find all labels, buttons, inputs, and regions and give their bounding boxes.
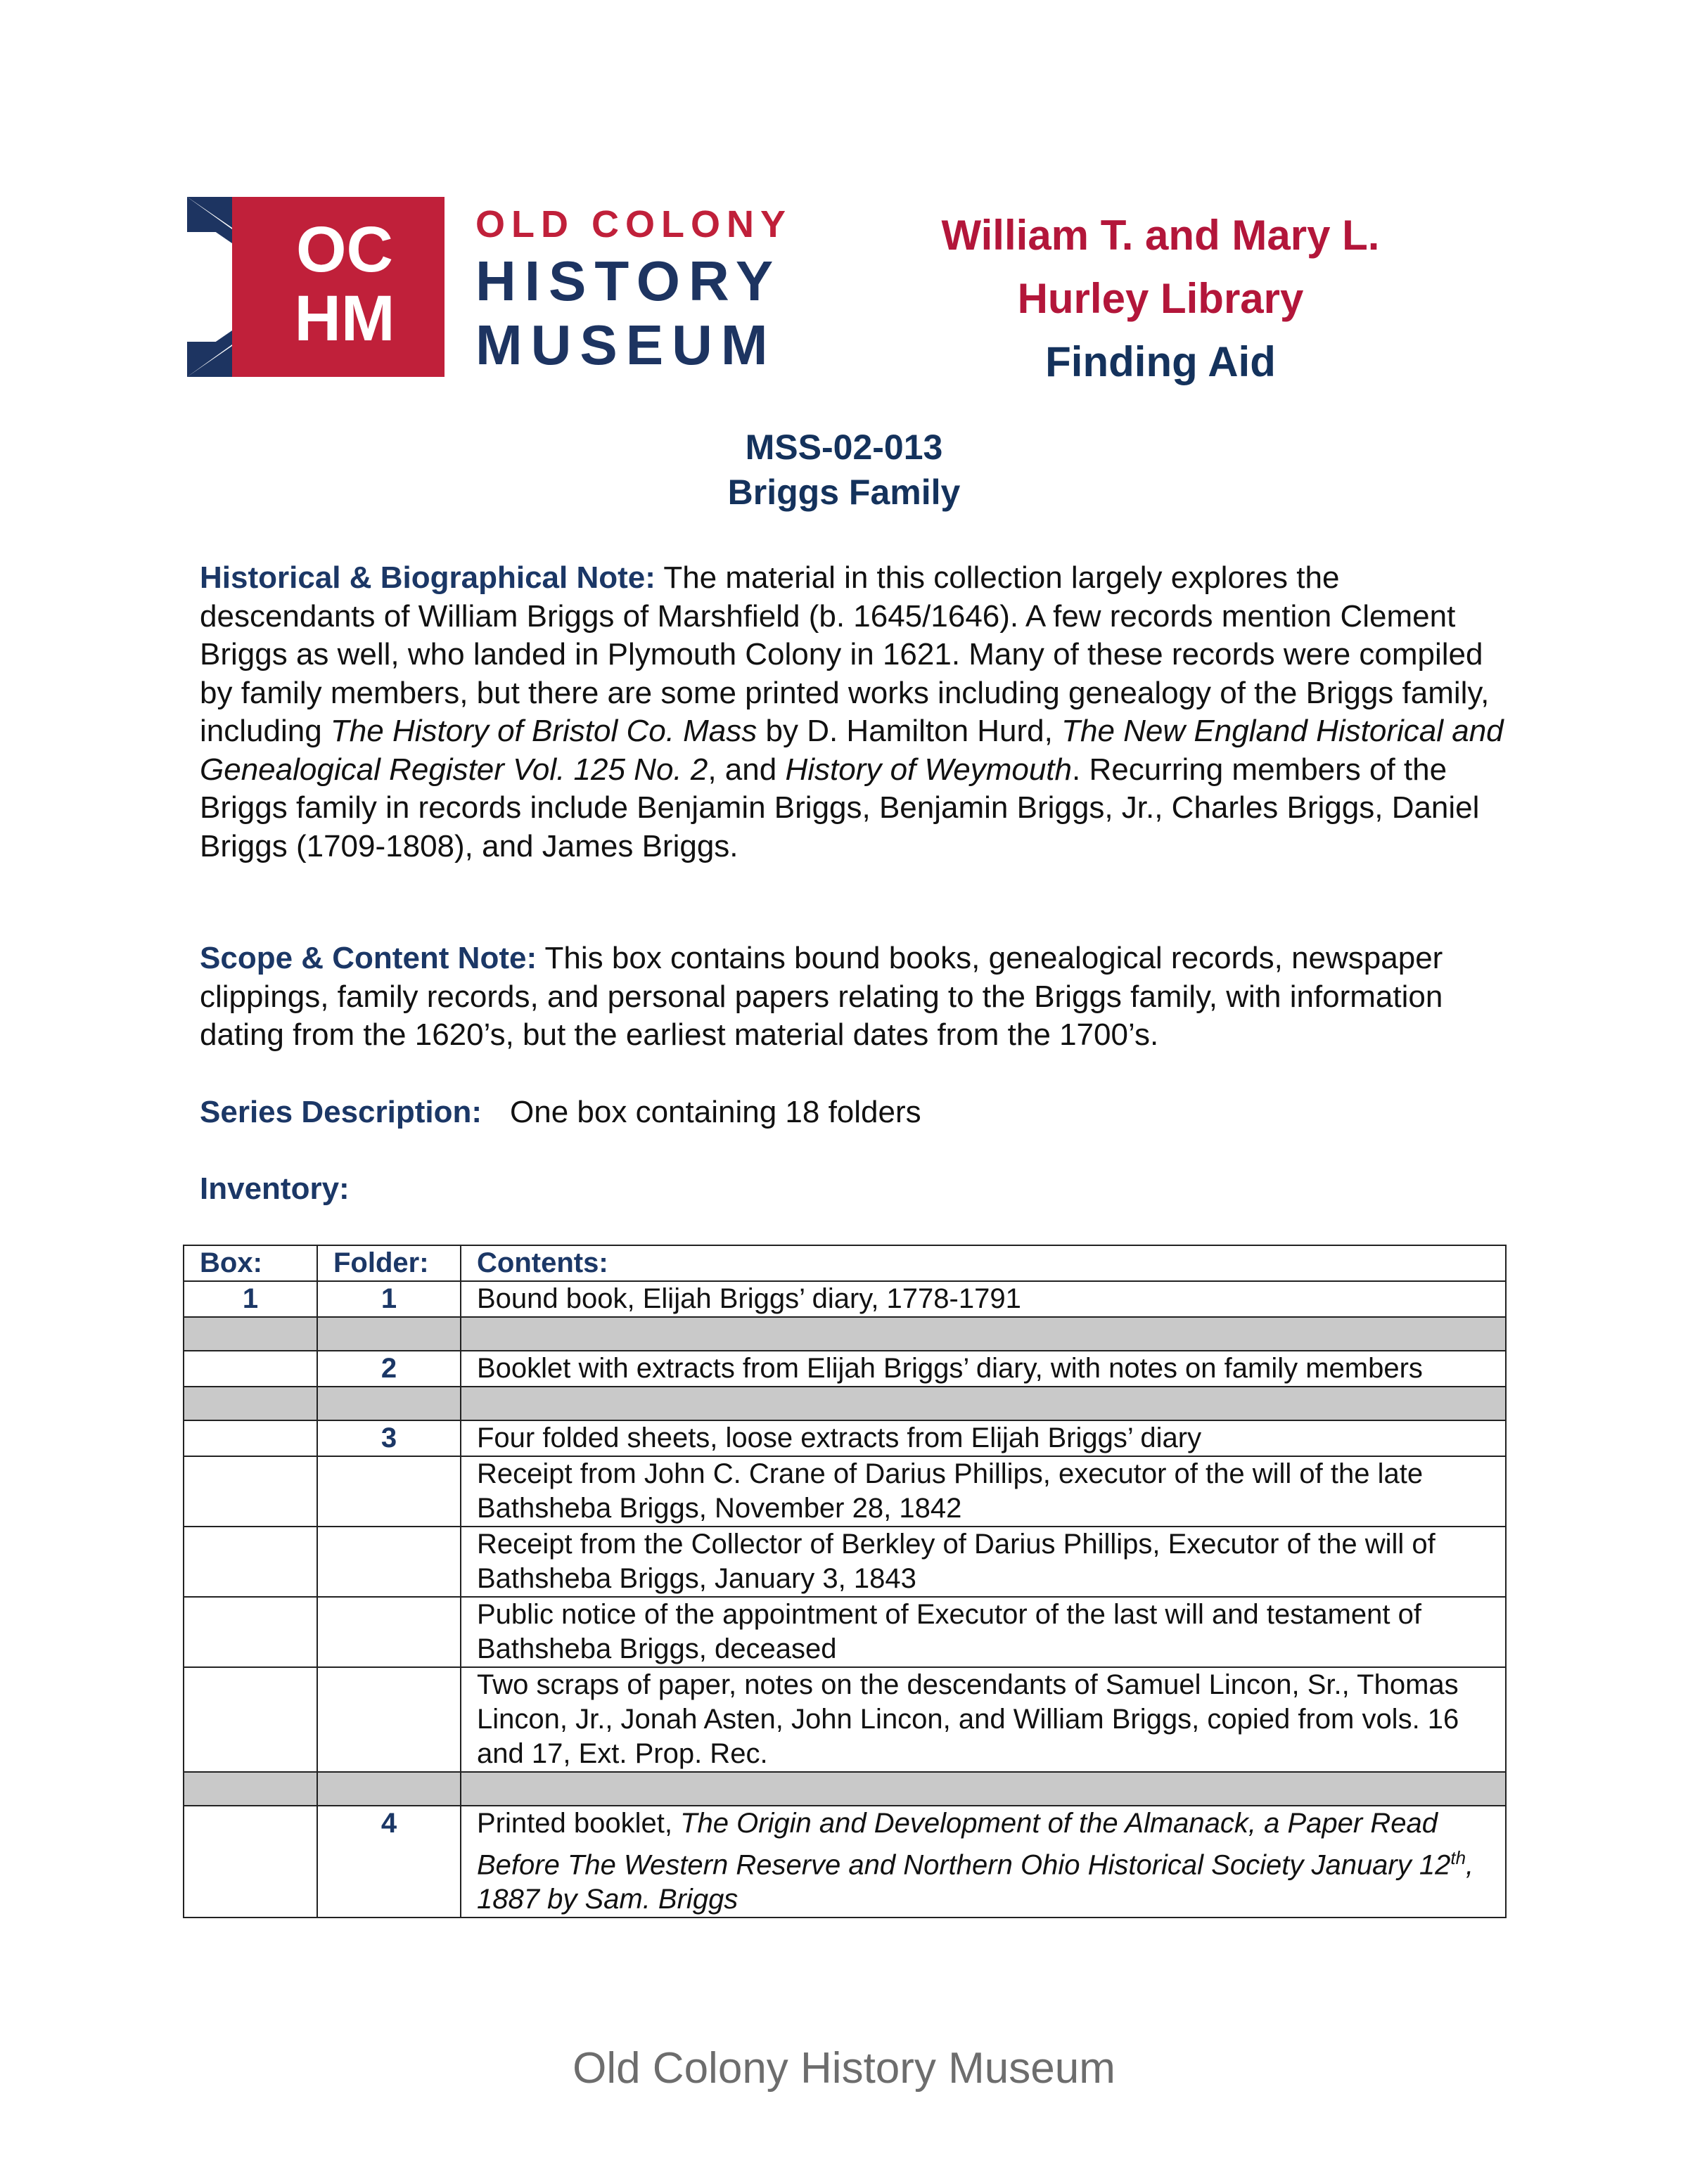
table-row	[184, 1597, 1506, 1667]
separator-row	[184, 1387, 1506, 1420]
series-description-text: One box containing 18 folders	[510, 1095, 921, 1129]
row-contents-ordinal: th	[1450, 1847, 1466, 1868]
row-contents-title-end: , 1887 by Sam. Briggs	[477, 1849, 1474, 1915]
collection-title: Briggs Family	[727, 473, 961, 512]
row-box	[184, 1806, 317, 1918]
table-row	[184, 1420, 1506, 1456]
row-folder: 3	[317, 1420, 461, 1456]
row-contents: Public notice of the appointment of Executor of the last will and testament of Bathsheba Briggs, deceased	[461, 1597, 1506, 1667]
page-footer: Old Colony History Museum	[573, 2044, 1115, 2093]
collection-id: MSS-02-013	[745, 428, 943, 467]
logo-wordmark	[475, 200, 792, 377]
row-box	[184, 1351, 317, 1387]
historical-note-text-1: The material in this collection largely explores the descendants of William Briggs of Marshfield (b. 1645/1646). A few records mention Clement Briggs as well, who landed in Plymouth Colony in 1621. Many of these records were compiled by family members, but there are some printed works including genealogy of the Briggs family, including	[200, 560, 1490, 748]
table-row	[184, 1351, 1506, 1387]
header-folder: Folder:	[317, 1245, 461, 1281]
inventory-heading	[200, 1170, 1508, 1209]
row-contents-prefix: Printed booklet,	[477, 1808, 681, 1839]
row-contents-title: The Origin and Development of the Almanack, a Paper Read Before The Western Reserve and Northern Ohio Historical Society January 12	[477, 1808, 1451, 1881]
scope-note-label: Scope & Content Note:	[200, 941, 537, 975]
historical-note-text-3: , and	[708, 752, 786, 787]
row-contents: Booklet with extracts from Elijah Briggs’ diary, with notes on family members	[461, 1351, 1506, 1387]
row-folder: 4	[317, 1806, 461, 1918]
row-box	[184, 1667, 317, 1772]
scope-note	[200, 939, 1508, 1055]
row-box	[184, 1597, 317, 1667]
logo-initials	[246, 215, 443, 353]
logo-initials-hm: HM	[294, 283, 395, 354]
row-folder	[317, 1527, 461, 1597]
row-folder: 2	[317, 1351, 461, 1387]
row-contents: Bound book, Elijah Briggs’ diary, 1778-1791	[461, 1281, 1506, 1317]
separator-row	[184, 1317, 1506, 1351]
logo-line-history: HISTORY	[475, 250, 782, 312]
row-contents: Two scraps of paper, notes on the descendants of Samuel Lincon, Sr., Thomas Lincon, Jr., Jonah Asten, John Lincon, and William Briggs, copied from vols. 16 and 17, Ext. Prop. Rec.	[461, 1667, 1506, 1772]
historical-note-title-3: History of Weymouth	[785, 752, 1072, 787]
row-contents: Receipt from John C. Crane of Darius Phillips, executor of the will of the late Bathsheba Briggs, November 28, 1842	[461, 1456, 1506, 1527]
separator-row	[184, 1772, 1506, 1806]
logo-line-museum: MUSEUM	[475, 314, 776, 376]
historical-note-text-4: . Recurring members of the Briggs family in records include Benjamin Briggs, Benjamin Briggs, Jr., Charles Briggs, Daniel Briggs (1709-1808), and James Briggs.	[200, 752, 1480, 863]
historical-note-label: Historical & Biographical Note:	[200, 560, 656, 595]
row-folder	[317, 1667, 461, 1772]
historical-note-text-2: by D. Hamilton Hurd,	[757, 714, 1062, 748]
row-folder	[317, 1456, 461, 1527]
table-row	[184, 1281, 1506, 1317]
row-folder: 1	[317, 1281, 461, 1317]
library-name-line2: Hurley Library	[1017, 275, 1304, 322]
row-box	[184, 1420, 317, 1456]
table-row	[184, 1806, 1506, 1918]
row-box	[184, 1527, 317, 1597]
row-contents: Four folded sheets, loose extracts from Elijah Briggs’ diary	[461, 1420, 1506, 1456]
historical-note-title-2: The New England Historical and Genealogical Register Vol. 125 No. 2	[200, 714, 1504, 787]
row-contents	[461, 1806, 1506, 1918]
scope-note-text: This box contains bound books, genealogical records, newspaper clippings, family records, and personal papers relating to the Briggs family, with information dating from the 1620’s, but the earliest material dates from the 1700’s.	[200, 941, 1443, 1052]
row-folder	[317, 1597, 461, 1667]
series-description	[200, 1093, 1508, 1132]
table-row	[184, 1527, 1506, 1597]
inventory-table	[183, 1245, 1507, 1918]
inventory-header-row	[184, 1245, 1506, 1281]
table-row	[184, 1456, 1506, 1527]
historical-note-title-1: The History of Bristol Co. Mass	[330, 714, 757, 748]
row-box: 1	[184, 1281, 317, 1317]
museum-logo	[187, 197, 806, 377]
library-name-line1: William T. and Mary L.	[941, 212, 1380, 259]
logo-initials-oc: OC	[296, 214, 393, 285]
series-description-label: Series Description:	[200, 1095, 482, 1129]
row-contents: Receipt from the Collector of Berkley of Darius Phillips, Executor of the will of Bathsheba Briggs, January 3, 1843	[461, 1527, 1506, 1597]
library-heading	[844, 204, 1477, 394]
finding-aid-label: Finding Aid	[1045, 338, 1276, 385]
logo-line-old-colony: OLD COLONY	[475, 203, 792, 245]
header-box: Box:	[184, 1245, 317, 1281]
historical-note	[200, 559, 1508, 866]
header-contents: Contents:	[461, 1245, 1506, 1281]
table-row	[184, 1667, 1506, 1772]
row-box	[184, 1456, 317, 1527]
inventory-label: Inventory:	[200, 1171, 350, 1206]
